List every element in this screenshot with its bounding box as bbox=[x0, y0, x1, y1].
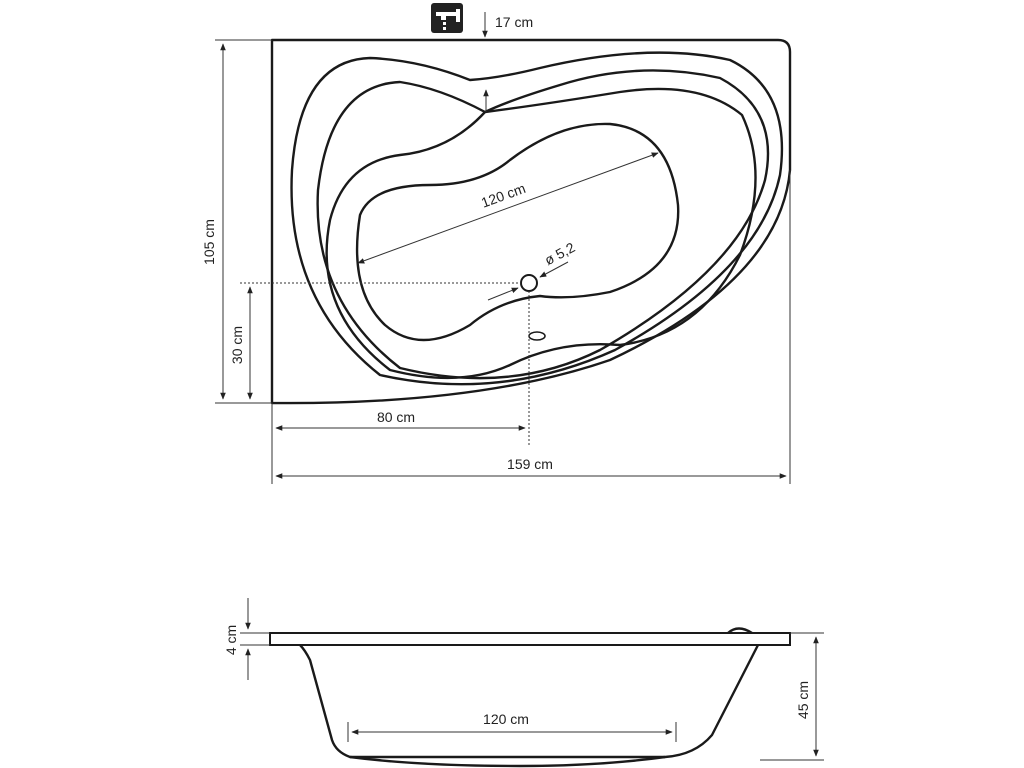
side-body bbox=[300, 645, 758, 757]
overflow-hole bbox=[529, 332, 545, 340]
top-view bbox=[201, 3, 790, 484]
side-rim bbox=[270, 633, 790, 645]
rim-height-label: 4 cm bbox=[223, 624, 239, 656]
drain-circle bbox=[521, 275, 537, 291]
total-height-label: 45 cm bbox=[795, 680, 811, 720]
faucet-offset-label: 17 cm bbox=[495, 14, 534, 30]
bottom-length-label: 120 cm bbox=[483, 711, 529, 727]
tub-shell-seat bbox=[318, 70, 768, 378]
drain-x-label: 80 cm bbox=[376, 409, 416, 425]
drain-y-label: 30 cm bbox=[229, 325, 245, 365]
tub-floor bbox=[357, 124, 678, 340]
depth-label: 105 cm bbox=[201, 219, 217, 265]
width-label: 159 cm bbox=[507, 456, 553, 472]
basin-length-label: 120 cm bbox=[478, 179, 528, 211]
drain-diameter-label: ø 5,2 bbox=[541, 239, 578, 269]
side-view bbox=[223, 598, 824, 766]
faucet-icon bbox=[431, 3, 463, 33]
